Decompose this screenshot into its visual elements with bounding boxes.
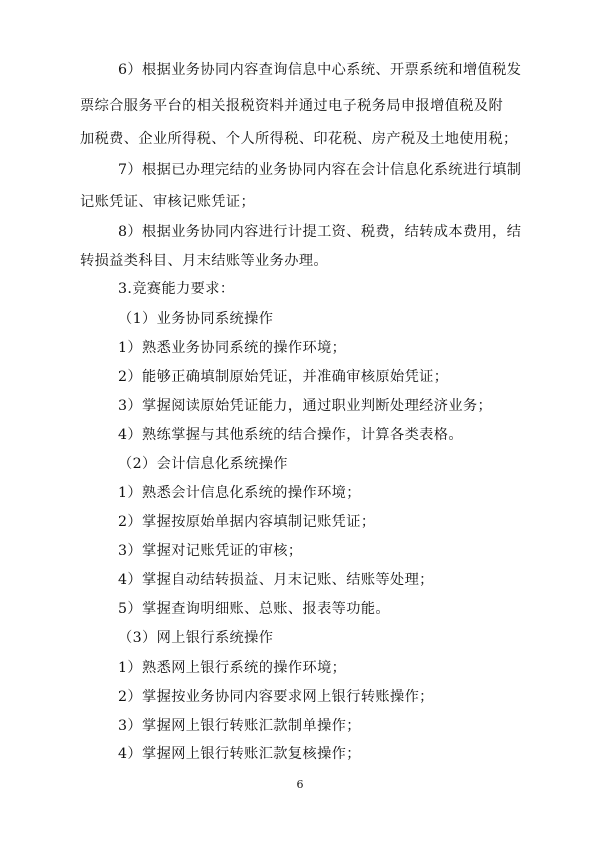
subsection-heading: （1）业务协同系统操作 bbox=[118, 311, 274, 327]
text-line: 记账凭证、审核记账凭证； bbox=[80, 194, 256, 210]
list-item: 1）熟悉业务协同系统的操作环境； bbox=[118, 340, 347, 356]
text-line: 7）根据已办理完结的业务协同内容在会计信息化系统进行填制 bbox=[118, 162, 522, 178]
list-item: 4）熟练掌握与其他系统的结合操作，计算各类表格。 bbox=[118, 427, 463, 443]
page-number: 6 bbox=[296, 778, 304, 791]
list-item: 3）掌握对记账凭证的审核； bbox=[118, 543, 303, 559]
list-item: 2）掌握按业务协同内容要求网上银行转账操作； bbox=[118, 689, 434, 705]
text-line: 6）根据业务协同内容查询信息中心系统、开票系统和增值税发 bbox=[118, 62, 522, 78]
text-line: 转损益类科目、月末结账等业务办理。 bbox=[80, 253, 328, 269]
list-item: 1）熟悉网上银行系统的操作环境； bbox=[118, 660, 347, 676]
subsection-heading: （3）网上银行系统操作 bbox=[118, 630, 274, 646]
text-line: 8）根据业务协同内容进行计提工资、税费，结转成本费用，结 bbox=[118, 224, 522, 240]
list-item: 4）掌握自动结转损益、月末记账、结账等处理； bbox=[118, 572, 434, 588]
subsection-heading: （2）会计信息化系统操作 bbox=[118, 456, 288, 472]
list-item: 2）能够正确填制原始凭证，并准确审核原始凭证； bbox=[118, 369, 449, 385]
list-item: 3）掌握阅读原始凭证能力，通过职业判断处理经济业务； bbox=[118, 398, 493, 414]
text-line: 加税费、企业所得税、个人所得税、印花税、房产税及土地使用税； bbox=[80, 131, 518, 147]
list-item: 5）掌握查询明细账、总账、报表等功能。 bbox=[118, 601, 391, 617]
list-item: 4）掌握网上银行转账汇款复核操作； bbox=[118, 746, 361, 762]
list-item: 3）掌握网上银行转账汇款制单操作； bbox=[118, 718, 361, 734]
text-line: 票综合服务平台的相关报税资料并通过电子税务局申报增值税及附 bbox=[80, 98, 504, 114]
section-heading: 3.竞赛能力要求： bbox=[118, 281, 235, 297]
list-item: 2）掌握按原始单据内容填制记账凭证； bbox=[118, 514, 376, 530]
list-item: 1）熟悉会计信息化系统的操作环境； bbox=[118, 485, 361, 501]
